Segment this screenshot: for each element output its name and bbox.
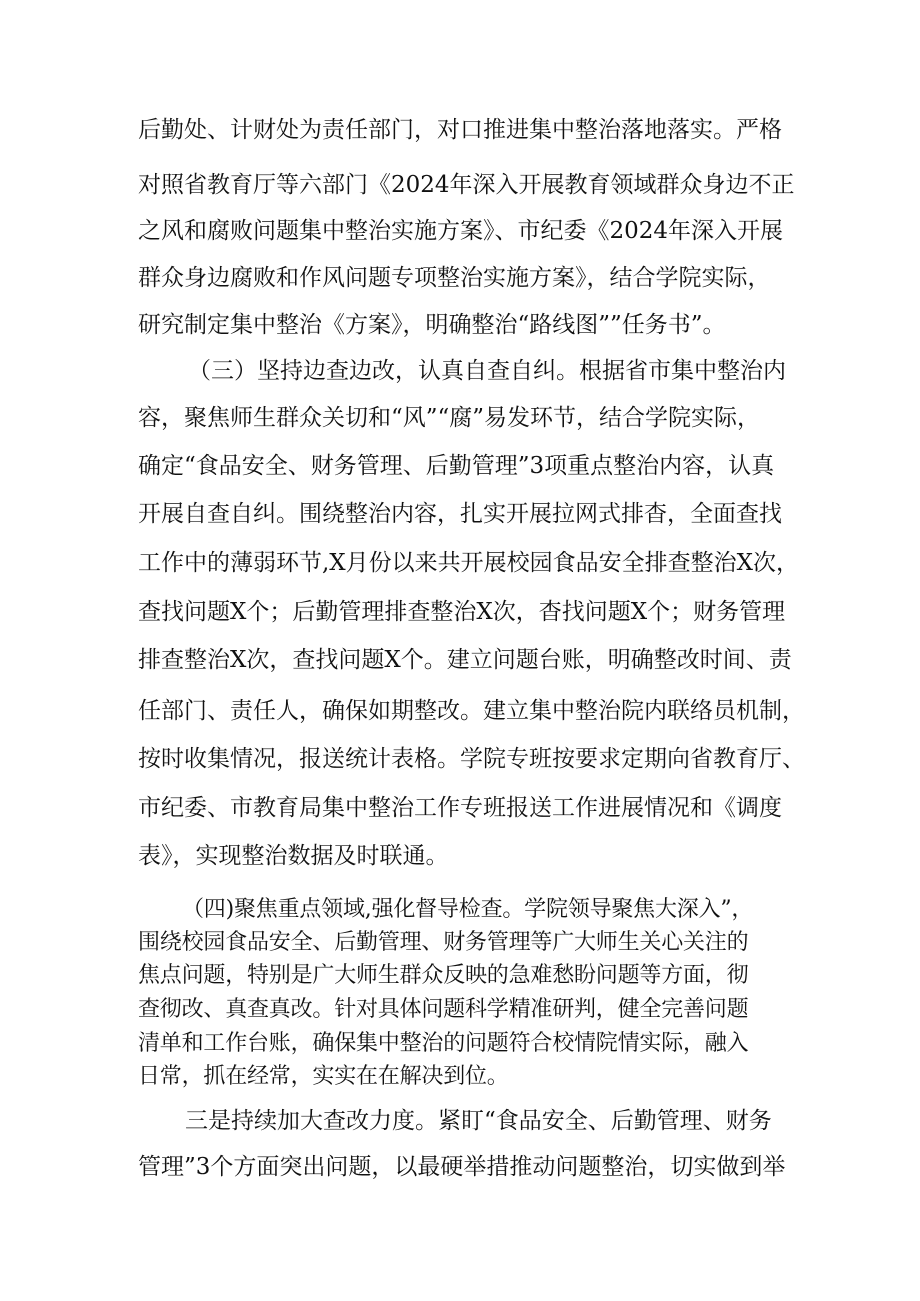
text-line: 排查整治X次，查找问题X个。建立问题台账，明确整改时间、责: [138, 647, 792, 673]
text-line: 表》，实现整治数据及时联通。: [138, 843, 449, 869]
text-line: 按时收集情况，报送统计表格。学院专班按要求定期向省教育厅、: [138, 746, 805, 772]
text-line: 工作中的薄弱环节,X月份以来共开展校园食品安全排查整治X次，: [138, 550, 800, 576]
text-line: 管理”3个方面突出问题，以最硬举措推动问题整治，切实做到举: [138, 1154, 786, 1180]
text-line: 对照省教育厅等六部门《2024年深入开展教育领域群众身边不正: [138, 172, 795, 198]
text-line: 焦点问题，特别是广大师生群众反映的急难愁盼问题等方面，彻: [138, 963, 749, 988]
text-line: 任部门、责任人，确保如期整改。建立集中整治院内联络员机制，: [138, 698, 805, 724]
text-line: 后勤处、计财处为责任部门，对口推进集中整治落地落实。严格: [138, 117, 782, 143]
text-line: 日常，抓在经常，实实在在解决到位。: [138, 1064, 509, 1089]
text-line: （四)聚焦重点领域,强化督导检查。学院领导聚焦大深入”，: [182, 897, 754, 922]
text-line: 确定“食品安全、财务管理、后勤管理”3项重点整治内容，认真: [138, 453, 775, 479]
text-line: 研究制定集中整治《方案》，明确整治“路线图””任务书”。: [138, 312, 726, 338]
text-line: 围绕校园食品安全、后勤管理、财务管理等广大师生关心关注的: [138, 930, 749, 955]
text-line: （三）坚持边查边改，认真自查自纠。根据省市集中整治内: [188, 358, 786, 384]
text-line: 三是持续加大查改力度。紧盯“食品安全、后勤管理、财务: [185, 1108, 772, 1134]
text-line: 开展自查自纠。围绕整治内容，扎实开展拉网式排杳，全面查找: [138, 501, 782, 527]
text-line: 之风和腐败问题集中整治实施方案》、市纪委《2024年深入开展: [138, 218, 784, 244]
text-line: 查找问题X个；后勤管理排查整治X次，杳找问题X个；财务管理: [138, 599, 786, 625]
text-line: 群众身边腐败和作风问题专项整治实施方案》，结合学院实际，: [138, 265, 771, 291]
text-line: 容，聚焦师生群众关切和“风”“腐”易发环节，结合学院实际，: [138, 405, 761, 431]
text-line: 市纪委、市教育局集中整治工作专班报送工作进展情况和《调度: [138, 795, 782, 821]
text-line: 查彻改、真查真改。针对具体问题科学精准研判，健全完善问题: [138, 997, 749, 1022]
text-line: 清单和工作台账，确保集中整治的问题符合校情院情实际，融入: [138, 1031, 749, 1056]
